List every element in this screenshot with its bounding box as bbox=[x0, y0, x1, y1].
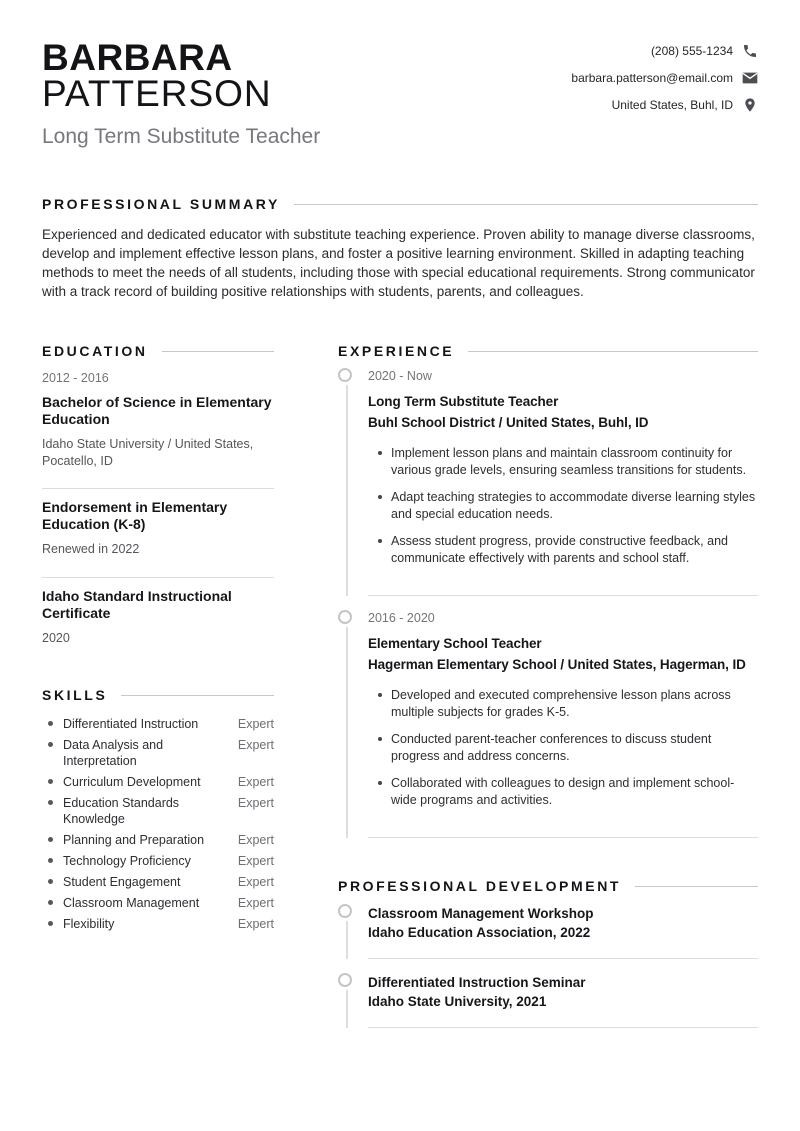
heading-rule bbox=[121, 695, 274, 696]
columns bbox=[42, 343, 758, 1028]
person-name bbox=[42, 37, 320, 114]
job-title: Long Term Substitute Teacher bbox=[42, 125, 321, 148]
education-subtitle: Idaho State University / United States, Pocatello, ID bbox=[42, 437, 254, 468]
skills-list bbox=[42, 713, 274, 934]
bullet-dot-icon bbox=[378, 539, 382, 543]
experience-date: 2016 - 2020 bbox=[368, 611, 435, 625]
contact-phone bbox=[651, 43, 758, 59]
education-title: Endorsement in Elementary Education (K-8) bbox=[42, 499, 228, 532]
experience-entry bbox=[338, 368, 758, 596]
experience-section bbox=[338, 343, 758, 838]
skill-name: Student Engagement bbox=[63, 874, 181, 889]
experience-bullet bbox=[368, 489, 758, 523]
skill-name: Data Analysis and Interpretation bbox=[63, 737, 164, 768]
bullet-text: Conducted parent-teacher conferences to discuss student progress and address concerns. bbox=[391, 732, 712, 763]
heading-rule bbox=[468, 351, 758, 352]
skill-item bbox=[42, 871, 274, 892]
experience-entry bbox=[338, 610, 758, 838]
experience-bullet bbox=[368, 775, 758, 809]
skills-heading-row bbox=[42, 687, 274, 703]
divider bbox=[42, 577, 274, 578]
skill-item bbox=[42, 734, 274, 771]
contact-block bbox=[571, 40, 758, 113]
skill-level: Expert bbox=[237, 832, 274, 847]
skill-level: Expert bbox=[237, 774, 274, 789]
skills-section bbox=[42, 687, 274, 934]
skill-level: Expert bbox=[237, 916, 274, 931]
professional-development-heading: PROFESSIONAL DEVELOPMENT bbox=[338, 878, 622, 894]
contact-email bbox=[571, 70, 758, 86]
skill-item bbox=[42, 892, 274, 913]
summary-text: Experienced and dedicated educator with substitute teaching experience. Proven ability to manage diverse classrooms, develop and implement effective lesson plans, and foster a positive learning environment. Skilled in adapting teaching methods to meet the needs of all students, including those with special educational requirements. Strong communicator with a track record of building positive relationships with students, parents, and colleagues. bbox=[42, 227, 755, 299]
experience-bullet bbox=[368, 533, 758, 567]
skill-level: Expert bbox=[237, 716, 274, 731]
right-column bbox=[338, 343, 758, 1028]
skill-name: Planning and Preparation bbox=[63, 832, 205, 847]
summary-heading-row bbox=[42, 196, 758, 212]
skill-item bbox=[42, 850, 274, 871]
skills-heading: SKILLS bbox=[42, 687, 108, 703]
heading-rule bbox=[162, 351, 274, 352]
skill-name: Curriculum Development bbox=[63, 774, 201, 789]
development-content bbox=[368, 973, 758, 1028]
timeline-gutter bbox=[338, 368, 368, 596]
resume-header bbox=[42, 37, 758, 149]
bullet-dot-icon bbox=[48, 779, 53, 784]
skill-item bbox=[42, 829, 274, 850]
bullet-dot-icon bbox=[48, 921, 53, 926]
experience-entries bbox=[338, 368, 758, 838]
bullet-dot-icon bbox=[378, 693, 382, 697]
education-title: Idaho Standard Instructional Certificate bbox=[42, 587, 232, 621]
development-title: Differentiated Instruction Seminar bbox=[368, 975, 586, 990]
bullet-dot-icon bbox=[378, 781, 382, 785]
bullet-dot-icon bbox=[378, 451, 382, 455]
experience-organization: Hagerman Elementary School / United States, Hagerman, ID bbox=[368, 657, 746, 672]
bullet-text: Assess student progress, provide constructive feedback, and communicate effectively with parents and school staff. bbox=[391, 534, 728, 565]
phone-number: (208) 555-1234 bbox=[650, 44, 733, 58]
education-title: Bachelor of Science in Elementary Education bbox=[42, 394, 272, 427]
summary-section bbox=[42, 196, 758, 301]
experience-bullet bbox=[368, 731, 758, 765]
bullet-dot-icon bbox=[378, 737, 382, 741]
bullet-dot-icon bbox=[48, 858, 53, 863]
timeline-gutter bbox=[338, 610, 368, 838]
professional-development-heading-row bbox=[338, 878, 758, 894]
timeline-gutter bbox=[338, 973, 368, 1028]
phone-icon bbox=[742, 43, 758, 59]
timeline-line bbox=[346, 385, 348, 596]
timeline-gutter bbox=[338, 904, 368, 959]
envelope-icon bbox=[742, 70, 758, 86]
skill-level: Expert bbox=[237, 895, 274, 910]
experience-heading-row bbox=[338, 343, 758, 359]
skill-name: Education Standards Knowledge bbox=[63, 795, 180, 826]
skill-name: Flexibility bbox=[63, 916, 115, 931]
education-date: 2012 - 2016 bbox=[42, 371, 109, 385]
name-block bbox=[42, 37, 321, 149]
timeline-line bbox=[346, 921, 348, 959]
heading-rule bbox=[294, 204, 758, 205]
divider bbox=[42, 488, 274, 489]
location-pin-icon bbox=[742, 97, 758, 113]
email-address: barbara.patterson@email.com bbox=[571, 71, 733, 85]
development-entry bbox=[338, 904, 758, 959]
timeline-line bbox=[346, 627, 348, 838]
development-entry bbox=[338, 973, 758, 1028]
experience-organization: Buhl School District / United States, Buhl, ID bbox=[368, 415, 649, 430]
skill-name: Technology Proficiency bbox=[63, 853, 191, 868]
education-section bbox=[42, 343, 274, 646]
experience-bullets bbox=[368, 687, 758, 809]
education-entry bbox=[42, 588, 274, 647]
development-subtitle: Idaho State University, 2021 bbox=[368, 994, 547, 1009]
bullet-dot-icon bbox=[48, 879, 53, 884]
bullet-text: Collaborated with colleagues to design and implement school-wide programs and activities. bbox=[391, 776, 735, 807]
skill-item bbox=[42, 792, 274, 829]
skill-level: Expert bbox=[237, 853, 274, 868]
timeline-line bbox=[346, 990, 348, 1028]
skill-name: Differentiated Instruction bbox=[63, 716, 199, 731]
skill-item bbox=[42, 771, 274, 792]
experience-bullet bbox=[368, 445, 758, 479]
bullet-dot-icon bbox=[48, 900, 53, 905]
bullet-text: Adapt teaching strategies to accommodate diverse learning styles and special education needs. bbox=[391, 490, 756, 521]
experience-heading: EXPERIENCE bbox=[338, 343, 455, 359]
skill-name: Classroom Management bbox=[63, 895, 200, 910]
timeline-circle-icon bbox=[338, 610, 352, 624]
timeline-circle-icon bbox=[338, 904, 352, 918]
left-column bbox=[42, 343, 274, 1028]
education-heading: EDUCATION bbox=[42, 343, 148, 359]
skill-level: Expert bbox=[237, 737, 274, 752]
development-content bbox=[368, 904, 758, 959]
development-title: Classroom Management Workshop bbox=[368, 906, 594, 921]
experience-title: Elementary School Teacher bbox=[368, 636, 542, 651]
bullet-dot-icon bbox=[48, 837, 53, 842]
experience-bullets bbox=[368, 445, 758, 567]
experience-date: 2020 - Now bbox=[368, 369, 432, 383]
experience-content bbox=[368, 368, 758, 596]
skill-item bbox=[42, 913, 274, 934]
education-heading-row bbox=[42, 343, 274, 359]
education-subtitle: 2020 bbox=[42, 630, 70, 645]
bullet-dot-icon bbox=[48, 721, 53, 726]
professional-development-section bbox=[338, 878, 758, 1028]
skill-level: Expert bbox=[237, 874, 274, 889]
bullet-dot-icon bbox=[378, 495, 382, 499]
education-subtitle: Renewed in 2022 bbox=[42, 542, 140, 556]
first-name: BARBARA bbox=[42, 37, 233, 78]
education-entry bbox=[42, 371, 274, 469]
experience-bullet bbox=[368, 687, 758, 721]
development-subtitle: Idaho Education Association, 2022 bbox=[368, 925, 591, 940]
skill-item bbox=[42, 713, 274, 734]
heading-rule bbox=[635, 886, 758, 887]
timeline-circle-icon bbox=[338, 368, 352, 382]
summary-heading: PROFESSIONAL SUMMARY bbox=[42, 196, 280, 212]
experience-title: Long Term Substitute Teacher bbox=[368, 394, 559, 409]
skill-level: Expert bbox=[237, 795, 274, 810]
last-name: PATTERSON bbox=[42, 73, 272, 114]
location-text: United States, Buhl, ID bbox=[611, 98, 733, 112]
contact-location bbox=[612, 97, 758, 113]
timeline-circle-icon bbox=[338, 973, 352, 987]
bullet-text: Implement lesson plans and maintain classroom continuity for various grade levels, ensuring seamless transitions for students. bbox=[391, 446, 747, 477]
experience-content bbox=[368, 610, 758, 838]
bullet-dot-icon bbox=[48, 742, 53, 747]
professional-development-entries bbox=[338, 904, 758, 1028]
bullet-dot-icon bbox=[48, 800, 53, 805]
bullet-text: Developed and executed comprehensive lesson plans across multiple subjects for grades K-5. bbox=[391, 688, 731, 719]
education-entry bbox=[42, 499, 274, 558]
